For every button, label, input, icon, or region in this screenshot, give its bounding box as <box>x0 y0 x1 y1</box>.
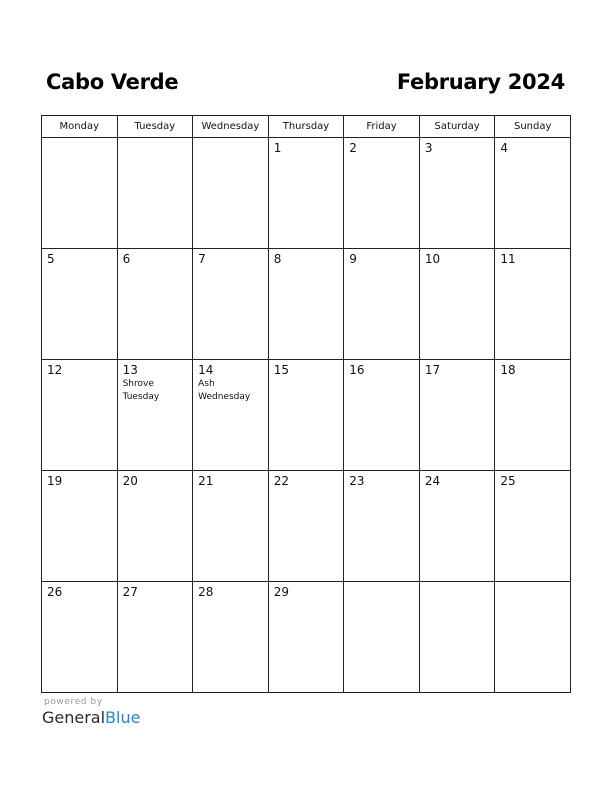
generalblue-logo[interactable] <box>42 708 140 727</box>
day-cell <box>419 249 495 360</box>
day-cell <box>117 249 193 360</box>
day-cell <box>495 249 571 360</box>
day-cell <box>344 249 420 360</box>
day-number: 11 <box>500 252 516 266</box>
day-cell <box>268 360 344 471</box>
holiday-line: Wednesday <box>198 392 251 402</box>
day-number: 22 <box>273 474 289 488</box>
day-number: 27 <box>122 585 138 599</box>
week-row <box>42 582 571 693</box>
weekday-sunday: Sunday <box>495 116 571 138</box>
day-cell <box>419 471 495 582</box>
day-number: 21 <box>198 474 214 488</box>
day-cell <box>495 360 571 471</box>
day-cell <box>419 138 495 249</box>
day-number: 8 <box>273 252 282 266</box>
day-number: 29 <box>273 585 289 599</box>
day-number: 17 <box>424 363 441 377</box>
day-cell <box>42 360 118 471</box>
holiday-line: Shrove <box>122 379 154 389</box>
day-number: 2 <box>349 141 357 155</box>
week-row <box>42 249 571 360</box>
day-number: 5 <box>47 252 55 266</box>
day-number: 4 <box>500 141 509 155</box>
brand-general-text: General <box>42 708 106 727</box>
day-cell <box>117 360 193 471</box>
day-number: 10 <box>424 252 441 266</box>
week-row <box>42 471 571 582</box>
weekday-thursday: Thursday <box>268 116 344 138</box>
day-cell <box>117 138 193 249</box>
day-cell <box>495 471 571 582</box>
holiday-line: Tuesday <box>122 392 160 402</box>
day-cell <box>117 471 193 582</box>
day-cell <box>419 582 495 693</box>
day-cell <box>42 138 118 249</box>
month-year-title: February 2024 <box>396 70 565 94</box>
week-row <box>42 138 571 249</box>
weekday-header-row <box>42 116 571 138</box>
day-cell <box>495 582 571 693</box>
day-cell <box>42 582 118 693</box>
day-cell <box>193 249 269 360</box>
day-cell <box>268 471 344 582</box>
day-cell <box>268 138 344 249</box>
day-number: 28 <box>198 585 214 599</box>
day-number: 24 <box>424 474 441 488</box>
brand-blue-text: Blue <box>105 708 141 727</box>
holiday-line: Ash <box>198 379 215 389</box>
country-title: Cabo Verde <box>46 70 179 94</box>
day-number: 25 <box>500 474 516 488</box>
day-number: 23 <box>349 474 365 488</box>
week-row <box>42 360 571 471</box>
day-cell <box>344 471 420 582</box>
day-number: 26 <box>47 585 63 599</box>
day-number: 18 <box>500 363 516 377</box>
weekday-saturday: Saturday <box>419 116 495 138</box>
day-number: 15 <box>273 363 289 377</box>
day-cell <box>419 360 495 471</box>
day-number: 7 <box>198 252 206 266</box>
day-number: 14 <box>198 363 214 377</box>
day-cell <box>42 249 118 360</box>
day-number: 16 <box>349 363 365 377</box>
day-cell <box>42 471 118 582</box>
weekday-tuesday: Tuesday <box>117 116 193 138</box>
day-number: 12 <box>47 363 63 377</box>
day-number: 20 <box>122 474 138 488</box>
day-number: 3 <box>424 141 433 155</box>
day-cell <box>495 138 571 249</box>
day-number: 9 <box>349 252 357 266</box>
day-cell <box>193 471 269 582</box>
day-cell <box>117 582 193 693</box>
weekday-friday: Friday <box>344 116 420 138</box>
weekday-monday: Monday <box>42 116 118 138</box>
day-cell <box>193 138 269 249</box>
day-cell <box>193 360 269 471</box>
day-number: 6 <box>122 252 131 266</box>
day-cell <box>193 582 269 693</box>
holiday-label <box>198 378 250 404</box>
holiday-label <box>123 378 160 404</box>
day-cell <box>344 360 420 471</box>
calendar-grid <box>41 115 571 693</box>
day-cell <box>268 249 344 360</box>
day-cell <box>268 582 344 693</box>
day-number: 13 <box>122 363 138 377</box>
day-number: 19 <box>47 474 63 488</box>
powered-by-label: powered by <box>44 697 103 707</box>
day-number: 1 <box>273 141 282 155</box>
day-cell <box>344 582 420 693</box>
weekday-wednesday: Wednesday <box>193 116 269 138</box>
day-cell <box>344 138 420 249</box>
